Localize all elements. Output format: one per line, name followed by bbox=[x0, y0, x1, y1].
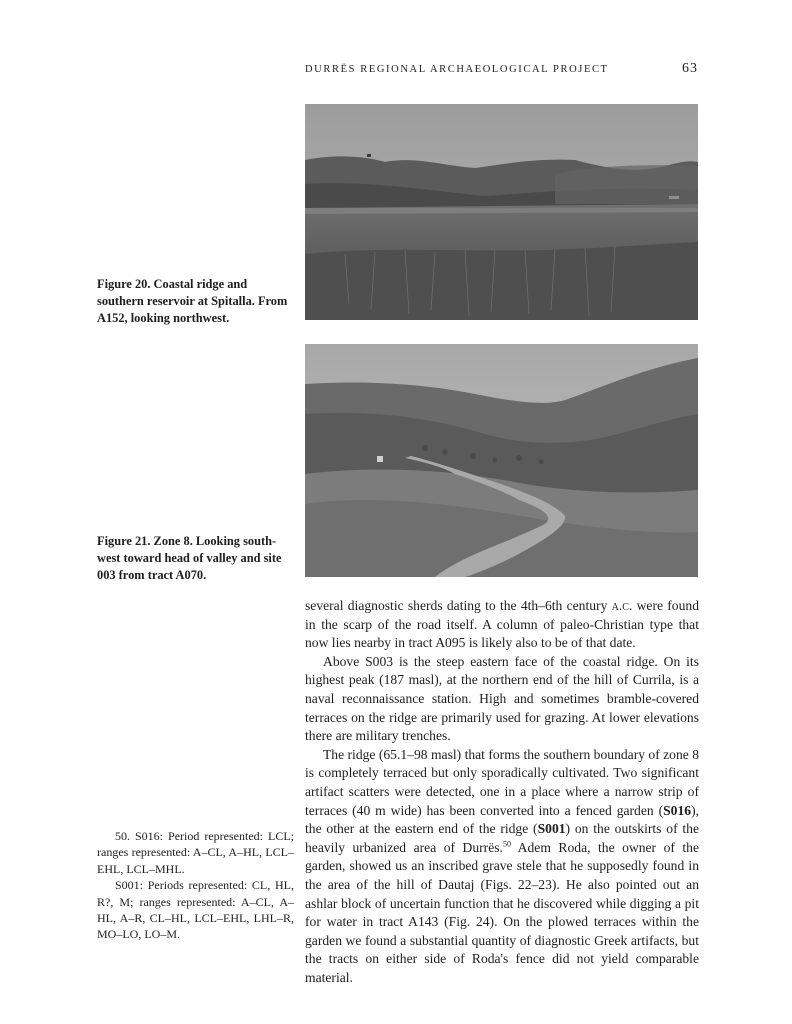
figure-21-caption: Figure 21. Zone 8. Looking south-west toward head of valley and site 003 from tract A070. bbox=[97, 534, 282, 582]
site-label-s001: S001 bbox=[537, 821, 566, 837]
body-paragraph-1: several diagnostic sherds dating to the 4th–6th century a.c. were found in the scarp of the road itself. A column of paleo-Christian type that now lies nearby in tract A095 is likely also to be of that date. bbox=[305, 598, 699, 651]
footnote-50-continued: S001: Periods represented: CL, HL, R?, M; ranges represented: A–CL, A–HL, A–R, CL–HL, LCL–EHL, LHL–R, MO–LO, LO–M. bbox=[97, 878, 294, 942]
body-paragraph-3: The ridge (65.1–98 masl) that forms the southern boundary of zone 8 is completely terraced but only sporadically cultivated. Two significant artifact scatters were detected, one in a place where a narrow strip of terraces (40 m wide) has been converted into a fenced garden (S016), the other at the eastern end of the ridge (S001) on the outskirts of the heavily urbanized area of Durrës.$^{50}$ Adem Roda, the owner of the garden, showed us an inscribed grave stele that he supposedly found in the area of the hill of Dautaj (Figs. 22–23). He also pointed out an ashlar block of uncertain function that he discovered while digging a pit for water in tract A143 (Fig. 24). On the plowed terraces within the garden we found a substantial quantity of diagnostic Greek artifacts, but the tracts on either side of Roda's fence did not yield comparable material. bbox=[305, 746, 699, 985]
footnote-ref-50: 50 bbox=[502, 839, 511, 849]
page-number: 63 bbox=[682, 61, 698, 76]
body-paragraph-2: Above S003 is the steep eastern face of the coastal ridge. On its highest peak (187 masl), at the northern end of the hill of Currila, is a naval reconnaissance station. High and sometimes bramble-covered terraces on the ridge are primarily used for grazing. At lower elevations there are military trenches. bbox=[305, 653, 699, 744]
body-text bbox=[305, 597, 699, 987]
figure-20-photo bbox=[305, 104, 698, 320]
figure-20-caption: Figure 20. Coastal ridge and southern reservoir at Spitalla. From A152, looking northwest. bbox=[97, 277, 288, 325]
running-head: DURRËS REGIONAL ARCHAEOLOGICAL PROJECT bbox=[305, 64, 609, 75]
footnotes bbox=[97, 828, 294, 943]
footnote-50: 50. S016: Period represented: LCL; ranges represented: A–CL, A–HL, LCL–EHL, LCL–MHL. bbox=[97, 829, 294, 876]
figure-21-photo bbox=[305, 344, 698, 577]
site-label-s016: S016 bbox=[663, 802, 692, 818]
